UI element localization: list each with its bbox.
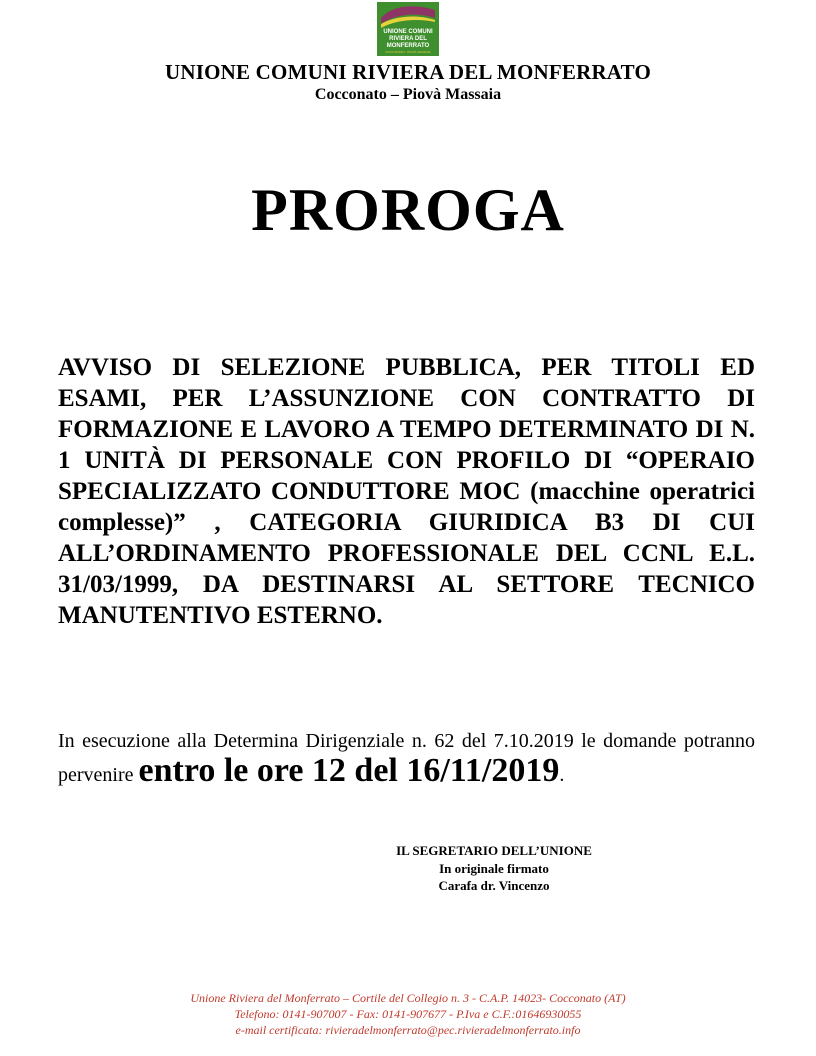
footer-contacts: Telefono: 0141-907007 - Fax: 0141-907677 - P.Iva e C.F.:01646930055 xyxy=(234,1007,582,1021)
footer-email: e-mail certificata: rivieradelmonferrato@pec.rivieradelmonferrato.info xyxy=(235,1023,581,1037)
execution-end: . xyxy=(559,764,565,786)
signature-note: In originale firmato xyxy=(439,860,549,876)
organization-subtitle: Cocconato – Piovà Massaia xyxy=(314,86,502,103)
footer xyxy=(0,990,816,1038)
organization-title: UNIONE COMUNI RIVIERA DEL MONFERRATO xyxy=(165,60,651,84)
svg-text:RIVIERA DEL: RIVIERA DEL xyxy=(389,36,427,42)
execution-paragraph xyxy=(58,726,755,790)
notice-text: AVVISO DI SELEZIONE PUBBLICA, PER TITOLI ED ESAMI, PER L’ASSUNZIONE CON CONTRATTO DI FORMAZIONE E LAVORO A TEMPO DETERMINATO DI N. 1 UNITÀ DI PERSONALE CON PROFILO DI “OPERAIO SPECIALIZZATO CONDUTTORE MOC (macchine operatrici complesse)” , CATEGORIA GIURIDICA B3 DI CUI ALL’ORDINAMENTO PROFESSIONALE DEL CCNL E.L. 31/03/1999, DA DESTINARSI AL SETTORE TECNICO MANUTENTIVO ESTERNO. xyxy=(58,354,755,629)
svg-text:MONFERRATO: MONFERRATO xyxy=(386,43,430,49)
signature-name: Carafa dr. Vincenzo xyxy=(438,878,550,893)
svg-text:UNIONE COMUNI: UNIONE COMUNI xyxy=(383,29,433,35)
signature-role: IL SEGRETARIO DELL’UNIONE xyxy=(396,843,592,858)
union-logo xyxy=(377,2,439,56)
deadline-text: entro le ore 12 del 16/11/2019 xyxy=(138,752,560,789)
svg-text:COCCONATO - PIOVÀ MASSAIA: COCCONATO - PIOVÀ MASSAIA xyxy=(385,50,431,54)
signature-block xyxy=(383,842,605,895)
document-heading: PROROGA xyxy=(251,177,565,243)
execution-text: In esecuzione alla Determina Dirigenziale n. 62 del 7.10.2019 le domande potranno pervenire xyxy=(58,730,755,786)
footer-address: Unione Riviera del Monferrato – Cortile del Collegio n. 3 - C.A.P. 14023- Cocconato (AT) xyxy=(190,991,626,1005)
